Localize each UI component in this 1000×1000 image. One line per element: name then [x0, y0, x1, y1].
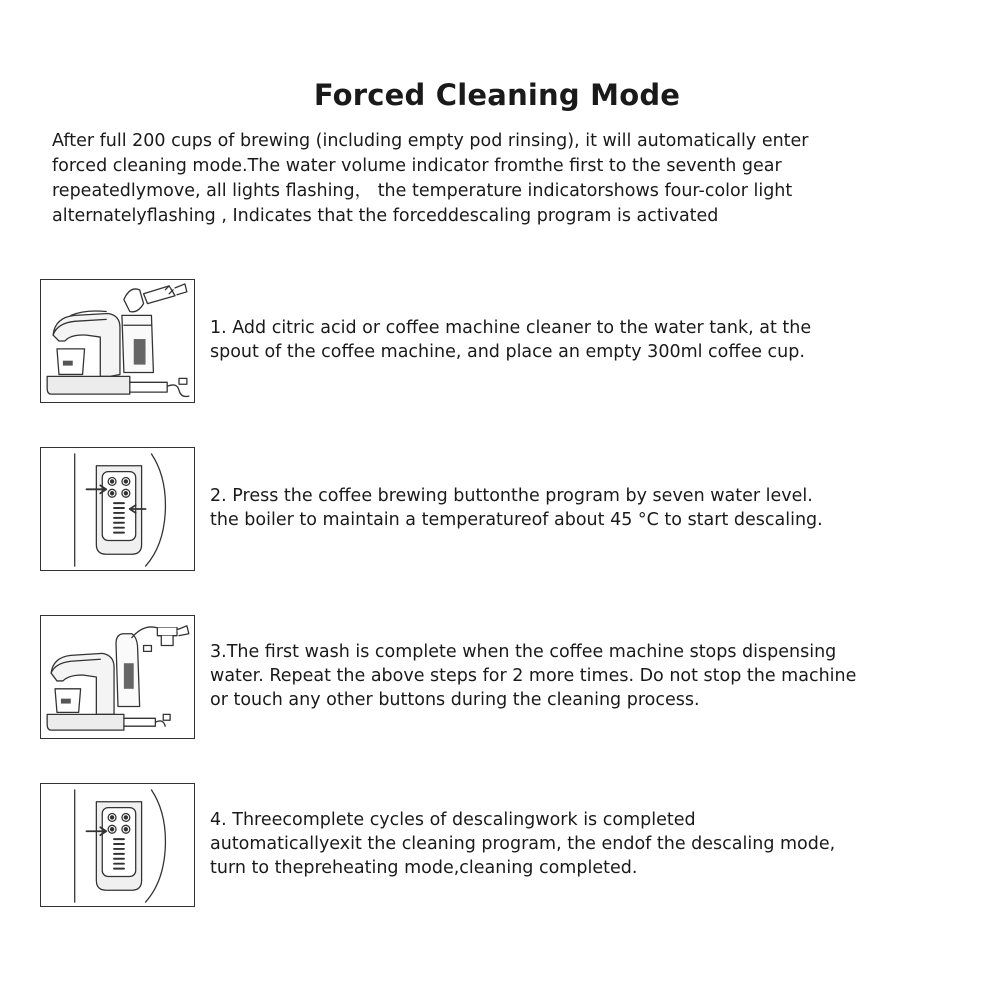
control-panel-icon [40, 447, 195, 571]
step-text-line: 1. Add citric acid or coffee machine cleaner to the water tank, at the [210, 318, 812, 338]
step-2 [40, 447, 970, 575]
step-text-line: 4. Threecomplete cycles of descalingwork is completed [210, 810, 696, 830]
step-3-text [210, 640, 856, 712]
step-4-text [210, 808, 835, 880]
step-3 [40, 615, 970, 743]
page-title: Forced Cleaning Mode [313, 78, 681, 112]
step-text-line: water. Repeat the above steps for 2 more times. Do not stop the machine [210, 666, 857, 686]
intro-line: alternatelyflashing , Indicates that the forceddescaling program is activated [52, 206, 719, 226]
step-text-line: or touch any other buttons during the cleaning process. [210, 690, 700, 710]
intro-line: repeatedlymove, all lights flashing， the temperature indicatorshows four-color light [52, 181, 793, 201]
coffee-machine-with-faucet-icon [40, 615, 195, 739]
intro-line: After full 200 cups of brewing (including empty pod rinsing), it will automatically enter [52, 131, 809, 151]
intro-line: forced cleaning mode.The water volume indicator fromthe first to the seventh gear [52, 156, 782, 176]
coffee-machine-with-cleaner-icon [40, 279, 195, 403]
step-text-line: the boiler to maintain a temperatureof about 45 °C to start descaling. [210, 510, 823, 530]
step-1-text [210, 316, 811, 364]
step-text-line: spout of the coffee machine, and place an empty 300ml coffee cup. [210, 342, 805, 362]
step-text-line: turn to thepreheating mode,cleaning completed. [210, 858, 638, 878]
step-text-line: 3.The first wash is complete when the coffee machine stops dispensing [210, 642, 837, 662]
step-2-text [210, 484, 823, 532]
step-text-line: 2. Press the coffee brewing buttonthe program by seven water level. [210, 486, 813, 506]
step-text-line: automaticallyexit the cleaning program, the endof the descaling mode, [210, 834, 836, 854]
control-panel-icon [40, 783, 195, 907]
step-4 [40, 783, 970, 911]
intro-paragraph [52, 129, 952, 229]
step-1 [40, 279, 970, 407]
